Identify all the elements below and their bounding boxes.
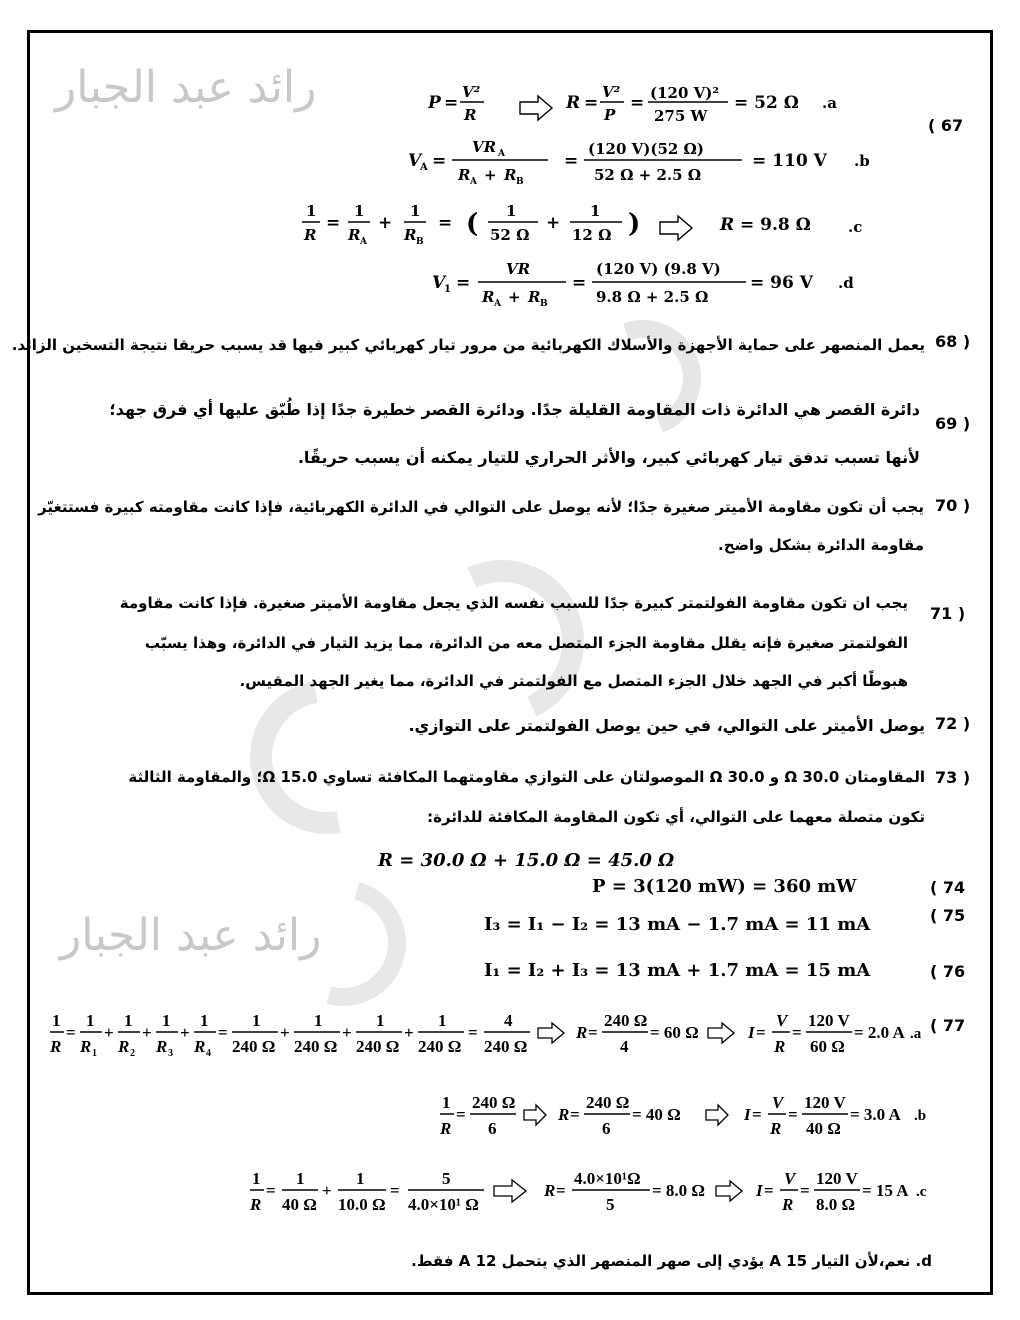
q69-number: 69 )	[935, 414, 971, 433]
watermark-top: رائد عبد الجبار	[55, 62, 317, 113]
svg-text:P: P	[428, 93, 441, 113]
svg-text:=: =	[756, 1023, 766, 1042]
svg-text:=: =	[456, 273, 471, 293]
svg-text:R: R	[194, 1037, 206, 1056]
svg-text:52 Ω + 2.5 Ω: 52 Ω + 2.5 Ω	[594, 166, 702, 184]
svg-text:4: 4	[504, 1011, 513, 1030]
svg-text:R: R	[348, 226, 361, 244]
svg-text:9.8 Ω + 2.5 Ω: 9.8 Ω + 2.5 Ω	[596, 288, 709, 306]
svg-text:1: 1	[162, 1011, 171, 1030]
q72-number: 72 )	[935, 714, 971, 733]
q75-equation: I₃ = I₁ − I₂ = 13 mA − 1.7 mA = 11 mA	[484, 914, 871, 935]
svg-text:R: R	[504, 166, 517, 184]
q70-line1: يجب أن تكون مقاومة الأميتر صغيرة جدًا؛ لأنه يوصل على التوالي في الدائرة الكهربائية، فإذا كانت مقاومته كبيرة فستتغيّر	[38, 498, 924, 516]
svg-text:=: =	[564, 151, 579, 171]
svg-text:R: R	[770, 1119, 782, 1138]
svg-text:A: A	[360, 237, 367, 247]
q67-a-svg	[428, 84, 868, 128]
svg-text:R: R	[458, 166, 471, 184]
q68-text: يعمل المنصهر على حماية الأجهزة والأسلاك الكهربائية من مرور تيار كهربائي كبير فيها قد يسبب حريقا نتيجة التسخين الزائد.	[11, 336, 925, 354]
svg-text:4.0×10¹Ω: 4.0×10¹Ω	[574, 1169, 641, 1188]
svg-text:1: 1	[296, 1169, 305, 1188]
svg-text:+: +	[280, 1023, 290, 1042]
svg-text:R: R	[576, 1023, 588, 1042]
svg-text:=: =	[468, 1023, 478, 1042]
svg-text:=: =	[584, 93, 599, 113]
svg-text:4: 4	[620, 1037, 629, 1056]
svg-text:V²: V²	[602, 84, 621, 101]
svg-text:= 52 Ω: = 52 Ω	[734, 93, 799, 113]
svg-text:+: +	[104, 1023, 114, 1042]
svg-text:40 Ω: 40 Ω	[282, 1195, 317, 1214]
svg-text:1: 1	[200, 1011, 209, 1030]
svg-text:1: 1	[506, 202, 517, 220]
svg-text:+: +	[484, 166, 497, 184]
q77-a-svg	[48, 1002, 928, 1066]
svg-text:12 Ω: 12 Ω	[572, 226, 612, 244]
q77-equation-b	[438, 1084, 938, 1148]
svg-text:.b: .b	[854, 152, 870, 170]
q73-equation: R = 30.0 Ω + 15.0 Ω = 45.0 Ω	[378, 850, 675, 871]
svg-text:=: =	[588, 1023, 598, 1042]
svg-text:240 Ω: 240 Ω	[232, 1037, 276, 1056]
svg-text:B: B	[516, 177, 524, 187]
watermark-bottom: رائد عبد الجبار	[60, 910, 322, 961]
svg-text:5: 5	[442, 1169, 451, 1188]
svg-text:240 Ω: 240 Ω	[604, 1011, 648, 1030]
svg-text:=: =	[218, 1023, 228, 1042]
svg-text:R: R	[250, 1195, 262, 1214]
svg-text:1: 1	[52, 1011, 61, 1030]
svg-text:=: =	[266, 1181, 276, 1200]
svg-text:R: R	[774, 1037, 786, 1056]
svg-text:1: 1	[252, 1169, 261, 1188]
svg-text:R: R	[440, 1119, 452, 1138]
svg-text:R: R	[118, 1037, 130, 1056]
svg-text:=: =	[572, 273, 587, 293]
svg-text:40 Ω: 40 Ω	[806, 1119, 841, 1138]
q67-b-svg	[408, 136, 878, 188]
svg-text:52 Ω: 52 Ω	[490, 226, 530, 244]
q68-number: 68 )	[935, 332, 971, 351]
svg-text:1: 1	[356, 1169, 365, 1188]
svg-text:=: =	[792, 1023, 802, 1042]
svg-text:= 110 V: = 110 V	[752, 151, 827, 171]
svg-text:5: 5	[606, 1195, 615, 1214]
svg-text:=: =	[390, 1181, 400, 1200]
svg-text:+: +	[180, 1023, 190, 1042]
svg-text:I: I	[756, 1181, 763, 1200]
svg-text:1: 1	[124, 1011, 133, 1030]
svg-text:A: A	[420, 162, 428, 173]
svg-text:I: I	[744, 1105, 751, 1124]
svg-text:1: 1	[590, 202, 601, 220]
q71-line1: يجب ان تكون مقاومة الفولتمتر كبيرة جدًا للسبب نفسه الذي يجعل مقاومة الأميتر صغيرة. فإذا كانت مقاومة	[119, 594, 908, 612]
svg-text:.a: .a	[822, 94, 837, 112]
svg-text:4.0×10¹ Ω: 4.0×10¹ Ω	[408, 1195, 479, 1214]
svg-text:V: V	[408, 151, 422, 171]
q77-c-svg	[248, 1160, 938, 1224]
svg-text:1: 1	[444, 284, 451, 295]
svg-text:1: 1	[252, 1011, 261, 1030]
q73-line1: المقاومتان Ω 30.0 و Ω 30.0 الموصولتان على التوازي مقاومتهما المكافئة تساوي Ω 15.0؛ والمقاومة الثالثة	[128, 768, 925, 786]
svg-text:+: +	[142, 1023, 152, 1042]
svg-text:I: I	[748, 1023, 755, 1042]
svg-text:(120 V)(52 Ω): (120 V)(52 Ω)	[588, 140, 705, 158]
q71-line2: الفولتمتر صغيرة فإنه يقلل مقاومة الجزء المتصل معه من الدائرة، مما يزيد التيار في الدائرة، وهذا يسبّب	[144, 634, 908, 652]
svg-text:=: =	[444, 93, 459, 113]
svg-text:V: V	[772, 1093, 784, 1112]
svg-text:=: =	[438, 213, 453, 233]
svg-text:240 Ω: 240 Ω	[484, 1037, 528, 1056]
svg-text:=: =	[570, 1105, 580, 1124]
svg-text:.b: .b	[914, 1108, 927, 1124]
svg-text:=: =	[432, 151, 447, 171]
svg-text:=: =	[326, 213, 341, 233]
svg-text:A: A	[498, 149, 505, 159]
svg-text:R: R	[720, 215, 735, 235]
q70-number: 70 )	[935, 496, 971, 515]
svg-text:8.0 Ω: 8.0 Ω	[816, 1195, 856, 1214]
svg-text:.c: .c	[848, 218, 863, 236]
q67-equation-a	[428, 84, 868, 128]
svg-text:120 V: 120 V	[808, 1011, 850, 1030]
svg-text:6: 6	[488, 1119, 497, 1138]
svg-text:240 Ω: 240 Ω	[472, 1093, 516, 1112]
q70-line2: مقاومة الدائرة بشكل واضح.	[718, 536, 924, 554]
q67-number: ( 67	[928, 116, 964, 135]
q74-number: ( 74	[930, 878, 966, 897]
svg-text:1: 1	[92, 1048, 97, 1059]
svg-text:+: +	[546, 213, 561, 233]
svg-text:R: R	[482, 288, 495, 306]
svg-text:6: 6	[602, 1119, 611, 1138]
svg-text:A: A	[470, 177, 477, 187]
svg-text:=: =	[556, 1181, 566, 1200]
svg-text:+: +	[378, 213, 393, 233]
svg-text:2: 2	[130, 1048, 135, 1059]
svg-text:VR: VR	[506, 260, 531, 278]
svg-text:240 Ω: 240 Ω	[356, 1037, 400, 1056]
q69-line1: دائرة القصر هي الدائرة ذات المقاومة القليلة جدًا. ودائرة القصر خطيرة جدًا إذا طُبّق عليها أي فرق جهد؛	[109, 400, 920, 419]
svg-text:+: +	[404, 1023, 414, 1042]
svg-text:240 Ω: 240 Ω	[586, 1093, 630, 1112]
svg-text:R: R	[464, 106, 477, 124]
q69-line2: لأنها تسبب تدفق تيار كهربائي كبير، والأثر الحراري للتيار يمكنه أن يسبب حريقًا.	[297, 448, 920, 467]
svg-text:R: R	[404, 226, 417, 244]
svg-text:=: =	[800, 1181, 810, 1200]
q77-d-text: d. نعم،لأن التيار A 15 يؤدي إلى صهر المنصهر الذي يتحمل A 12 فقط.	[411, 1252, 932, 1270]
svg-text:+: +	[508, 288, 521, 306]
svg-text:(120 V) (9.8 V): (120 V) (9.8 V)	[596, 260, 721, 278]
svg-text:V: V	[432, 273, 446, 293]
svg-text:R: R	[544, 1181, 556, 1200]
q76-number: ( 76	[930, 962, 966, 981]
svg-text:V: V	[784, 1169, 796, 1188]
q72-text: يوصل الأميتر على التوالي، في حين يوصل الفولتمتر على التوازي.	[408, 716, 925, 735]
svg-text:.a: .a	[910, 1026, 922, 1042]
svg-text:1: 1	[86, 1011, 95, 1030]
svg-text:VR: VR	[472, 138, 497, 156]
svg-text:240 Ω: 240 Ω	[294, 1037, 338, 1056]
svg-text:= 96 V: = 96 V	[750, 273, 813, 293]
q71-line3: هبوطًا أكبر في الجهد خلال الجزء المتصل مع الفولتمتر في الدائرة، مما يغير الجهد المقيس.	[239, 672, 908, 690]
svg-text:= 15 A: = 15 A	[862, 1181, 909, 1200]
svg-text:=: =	[456, 1105, 466, 1124]
svg-text:= 2.0 A: = 2.0 A	[854, 1023, 905, 1042]
svg-text:275 W: 275 W	[654, 107, 708, 125]
q75-number: ( 75	[930, 906, 966, 925]
svg-text:(120 V)²: (120 V)²	[650, 84, 719, 102]
svg-text:R: R	[528, 288, 541, 306]
svg-text:= 8.0 Ω: = 8.0 Ω	[652, 1181, 706, 1200]
svg-text:B: B	[540, 299, 548, 309]
svg-text:+: +	[322, 1181, 332, 1200]
q77-number: ( 77	[930, 1016, 966, 1035]
svg-text:1: 1	[354, 202, 365, 220]
svg-text:V²: V²	[462, 84, 481, 101]
q73-number: 73 )	[935, 768, 971, 787]
q67-equation-b	[408, 136, 878, 188]
q67-d-svg	[432, 258, 872, 310]
svg-text:3: 3	[168, 1048, 173, 1059]
q67-equation-d	[432, 258, 872, 310]
svg-text:=: =	[66, 1023, 76, 1042]
svg-text:A: A	[494, 299, 501, 309]
svg-text:R: R	[558, 1105, 570, 1124]
svg-text:= 9.8 Ω: = 9.8 Ω	[740, 215, 811, 235]
svg-text:1: 1	[438, 1011, 447, 1030]
svg-text:.c: .c	[916, 1184, 927, 1200]
svg-text:1: 1	[410, 202, 421, 220]
svg-text:V: V	[776, 1011, 788, 1030]
svg-text:.d: .d	[838, 274, 854, 292]
svg-text:=: =	[764, 1181, 774, 1200]
svg-text:+: +	[342, 1023, 352, 1042]
svg-text:120 V: 120 V	[804, 1093, 846, 1112]
q67-equation-c	[300, 200, 880, 250]
svg-text:240 Ω: 240 Ω	[418, 1037, 462, 1056]
svg-text:120 V: 120 V	[816, 1169, 858, 1188]
svg-text:1: 1	[442, 1093, 451, 1112]
svg-text:P: P	[604, 106, 616, 124]
q73-line2: تكون متصلة معهما على التوالي، أي تكون المقاومة المكافئة للدائرة:	[427, 808, 925, 826]
svg-text:10.0 Ω: 10.0 Ω	[338, 1195, 386, 1214]
q77-equation-c	[248, 1160, 938, 1224]
svg-text:B: B	[416, 237, 424, 247]
svg-text:): )	[628, 209, 641, 239]
svg-text:R: R	[50, 1037, 62, 1056]
q77-b-svg	[438, 1084, 938, 1148]
svg-text:1: 1	[376, 1011, 385, 1030]
svg-text:1: 1	[306, 202, 317, 220]
svg-text:4: 4	[206, 1048, 211, 1059]
svg-text:=: =	[788, 1105, 798, 1124]
svg-text:=: =	[752, 1105, 762, 1124]
svg-text:R: R	[782, 1195, 794, 1214]
svg-text:1: 1	[314, 1011, 323, 1030]
svg-text:R: R	[304, 226, 317, 244]
svg-text:= 3.0 A: = 3.0 A	[850, 1105, 901, 1124]
svg-text:=: =	[630, 93, 645, 113]
q77-equation-a	[48, 1002, 928, 1066]
q76-equation: I₁ = I₂ + I₃ = 13 mA + 1.7 mA = 15 mA	[484, 960, 871, 981]
q71-number: 71 )	[930, 604, 966, 623]
svg-text:60 Ω: 60 Ω	[810, 1037, 845, 1056]
svg-text:R: R	[80, 1037, 92, 1056]
q67-c-svg	[300, 200, 880, 250]
svg-text:= 60 Ω: = 60 Ω	[650, 1023, 699, 1042]
svg-text:= 40 Ω: = 40 Ω	[632, 1105, 681, 1124]
svg-text:R: R	[156, 1037, 168, 1056]
svg-text:(: (	[466, 209, 479, 239]
svg-text:R: R	[566, 93, 581, 113]
q74-equation: P = 3(120 mW) = 360 mW	[592, 876, 857, 897]
